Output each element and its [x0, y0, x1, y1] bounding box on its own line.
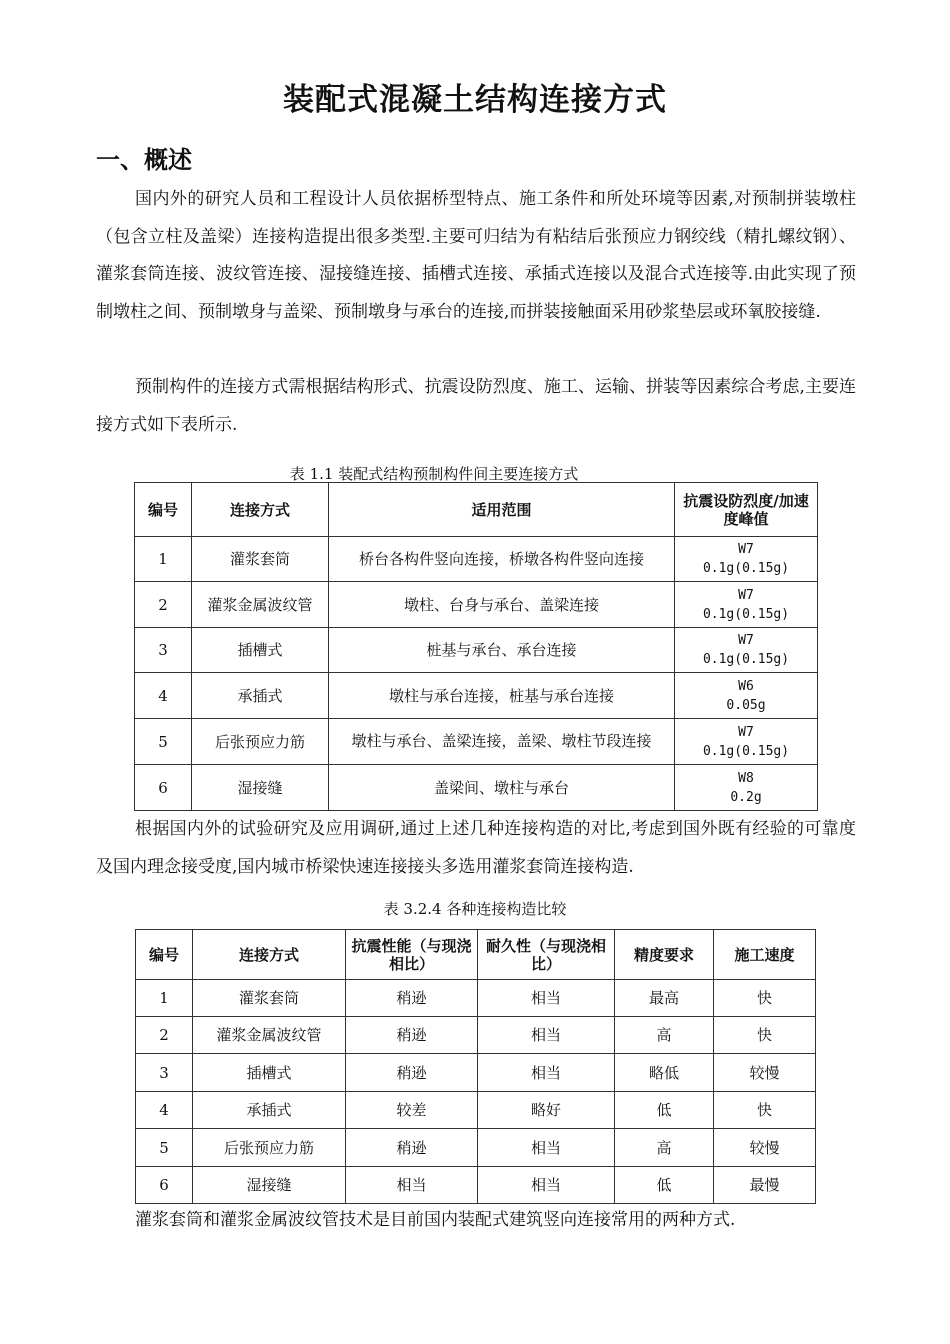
table2-header-cell: 编号	[136, 930, 193, 980]
table-cell: 插槽式	[192, 628, 329, 673]
seismic-grade: W7	[738, 724, 754, 740]
table-row	[136, 1129, 816, 1167]
table-cell: 相当	[346, 1167, 478, 1204]
table-cell: 相当	[478, 980, 615, 1017]
seismic-grade: W7	[738, 542, 754, 557]
table-cell: 高	[615, 1129, 714, 1167]
seismic-acceleration: 0.2g	[730, 789, 762, 805]
table-cell: 墩柱与承台、盖梁连接，盖梁、墩柱节段连接	[329, 719, 675, 765]
table-cell: 灌浆金属波纹管	[193, 1017, 346, 1054]
table-cell: 灌浆金属波纹管	[192, 582, 329, 628]
table-cell: 略低	[615, 1054, 714, 1092]
table-cell: 稍逊	[346, 1017, 478, 1054]
table1-header-row	[135, 483, 818, 537]
table-cell: 湿接缝	[192, 765, 329, 811]
table-cell: 低	[615, 1167, 714, 1204]
table-cell: 相当	[478, 1017, 615, 1054]
seismic-grade: W6	[738, 678, 754, 694]
table-row	[136, 1092, 816, 1129]
table-cell: 4	[136, 1092, 193, 1129]
table-row	[136, 1017, 816, 1054]
table-cell: 承插式	[192, 673, 329, 719]
table-connection-comparison	[135, 929, 816, 1204]
table2-header-cell: 抗震性能（与现浇相比）	[346, 930, 478, 980]
table-row	[135, 537, 818, 582]
table2-header-cell: 施工速度	[714, 930, 816, 980]
table-cell: 2	[136, 1017, 193, 1054]
table1-header-cell: 编号	[135, 483, 192, 537]
table-row	[135, 673, 818, 719]
table-cell: 桥台各构件竖向连接，桥墩各构件竖向连接	[329, 537, 675, 582]
seismic-grade: W7	[738, 633, 754, 648]
seismic-acceleration: 0.05g	[726, 697, 766, 713]
table-cell: 高	[615, 1017, 714, 1054]
table-cell: 1	[135, 537, 192, 582]
table1-header-cell: 连接方式	[192, 483, 329, 537]
table-cell: 略好	[478, 1092, 615, 1129]
seismic-grade: W7	[738, 587, 754, 603]
table-cell: 较慢	[714, 1129, 816, 1167]
paragraph-connection-intro: 预制构件的连接方式需根据结构形式、抗震设防烈度、施工、运输、拼装等因素综合考虑,主要连接方式如下表所示.	[96, 377, 856, 435]
seismic-cell	[675, 537, 818, 582]
table-cell: 5	[135, 719, 192, 765]
table-row	[136, 980, 816, 1017]
table-row	[135, 765, 818, 811]
table-cell: 3	[136, 1054, 193, 1092]
table-cell: 3	[135, 628, 192, 673]
table-row	[136, 1054, 816, 1092]
seismic-cell	[675, 719, 818, 765]
table-connection-methods	[134, 482, 818, 811]
table-cell: 最高	[615, 980, 714, 1017]
table-cell: 6	[135, 765, 192, 811]
table-cell: 稍逊	[346, 1129, 478, 1167]
table-cell: 承插式	[193, 1092, 346, 1129]
table2-header-cell: 精度要求	[615, 930, 714, 980]
table2-header-cell: 连接方式	[193, 930, 346, 980]
table-cell: 快	[714, 1017, 816, 1054]
paragraph-conclusion: 灌浆套筒和灌浆金属波纹管技术是目前国内装配式建筑竖向连接常用的两种方式.	[135, 1210, 736, 1230]
table-cell: 最慢	[714, 1167, 816, 1204]
table-cell: 快	[714, 1092, 816, 1129]
seismic-cell	[675, 628, 818, 673]
seismic-cell	[675, 673, 818, 719]
seismic-acceleration: 0.1g(0.15g)	[702, 606, 790, 622]
table-row	[135, 628, 818, 673]
table-cell: 低	[615, 1092, 714, 1129]
table-cell: 后张预应力筋	[192, 719, 329, 765]
table-cell: 较慢	[714, 1054, 816, 1092]
table-cell: 较差	[346, 1092, 478, 1129]
table-cell: 1	[136, 980, 193, 1017]
table-cell: 快	[714, 980, 816, 1017]
table1-caption: 表 1.1 装配式结构预制构件间主要连接方式	[289, 465, 579, 483]
seismic-acceleration: 0.1g(0.15g)	[702, 561, 790, 576]
table-cell: 墩柱与承台连接，桩基与承台连接	[329, 673, 675, 719]
table-cell: 桩基与承台、承台连接	[329, 628, 675, 673]
table2-header-cell: 耐久性（与现浇相比）	[478, 930, 615, 980]
table-cell: 5	[136, 1129, 193, 1167]
table-cell: 稍逊	[346, 1054, 478, 1092]
paragraph-comparison: 根据国内外的试验研究及应用调研,通过上述几种连接构造的对比,考虑到国外既有经验的可靠度及国内理念接受度,国内城市桥梁快速连接接头多选用灌浆套筒连接构造.	[96, 819, 856, 877]
table-cell: 灌浆套筒	[193, 980, 346, 1017]
seismic-cell	[675, 582, 818, 628]
table-cell: 相当	[478, 1054, 615, 1092]
table2-caption: 表 3.2.4 各种连接构造比较	[383, 900, 567, 918]
table-cell: 相当	[478, 1167, 615, 1204]
table-cell: 湿接缝	[193, 1167, 346, 1204]
table-row	[136, 1167, 816, 1204]
table-cell: 插槽式	[193, 1054, 346, 1092]
table-cell: 灌浆套筒	[192, 537, 329, 582]
table1-header-cell: 抗震设防烈度/加速度峰值	[675, 483, 818, 537]
table-cell: 相当	[478, 1129, 615, 1167]
table-cell: 墩柱、台身与承台、盖梁连接	[329, 582, 675, 628]
document-title: 装配式混凝土结构连接方式	[283, 82, 667, 118]
table-cell: 稍逊	[346, 980, 478, 1017]
seismic-cell	[675, 765, 818, 811]
table-cell: 4	[135, 673, 192, 719]
table-cell: 盖梁间、墩柱与承台	[329, 765, 675, 811]
seismic-acceleration: 0.1g(0.15g)	[702, 652, 790, 667]
table2-header-row	[136, 930, 816, 980]
table1-header-cell: 适用范围	[329, 483, 675, 537]
seismic-acceleration: 0.1g(0.15g)	[702, 743, 790, 759]
paragraph-overview: 国内外的研究人员和工程设计人员依据桥型特点、施工条件和所处环境等因素,对预制拼装墩柱（包含立柱及盖梁）连接构造提出很多类型.主要可归结为有粘结后张预应力钢绞线（精扎螺纹钢）、灌浆套筒连接、波纹管连接、湿接缝连接、插槽式连接、承插式连接以及混合式连接等.由此实现了预制墩柱之间、预制墩身与盖梁、预制墩身与承台的连接,而拼装接触面采用砂浆垫层或环氧胶接缝.	[96, 189, 856, 322]
seismic-grade: W8	[738, 770, 754, 786]
table-row	[135, 582, 818, 628]
table-row	[135, 719, 818, 765]
table-cell: 后张预应力筋	[193, 1129, 346, 1167]
table-cell: 6	[136, 1167, 193, 1204]
section-heading: 一、概述	[96, 146, 192, 174]
table-cell: 2	[135, 582, 192, 628]
